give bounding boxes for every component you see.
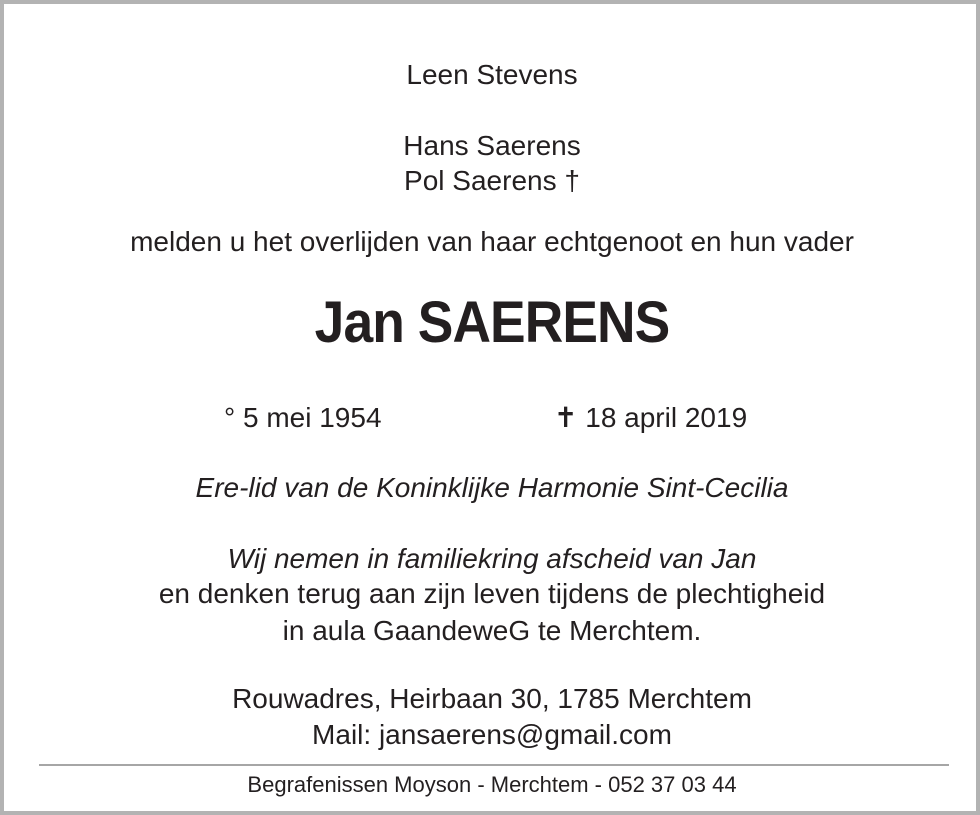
sender-leen-stevens: Leen Stevens — [406, 59, 578, 90]
sender-hans-saerens: Hans Saerens — [403, 130, 581, 161]
footer-divider — [39, 764, 949, 766]
farewell-line-2: en denken terug aan zijn leven tijdens de plechtigheid — [158, 578, 826, 609]
birth-date: ° 5 mei 1954 — [224, 402, 382, 433]
condolence-address: Rouwadres, Heirbaan 30, 1785 Merchtem — [232, 683, 752, 714]
announcement-text: melden u het overlijden van haar echtgenoot en hun vader — [130, 226, 854, 257]
honorary-membership: Ere-lid van de Koninklijke Harmonie Sint-Cecilia — [195, 472, 789, 503]
deceased-name: Jan SAERENS — [314, 290, 670, 355]
sender-pol-saerens: Pol Saerens † — [404, 165, 580, 196]
death-date: ✝ 18 april 2019 — [554, 402, 748, 433]
farewell-line-3: in aula GaandeweG te Merchtem. — [282, 615, 702, 646]
life-dates — [4, 401, 980, 435]
farewell-line-1: Wij nemen in familiekring afscheid van Jan — [227, 543, 757, 574]
funeral-home-footer: Begrafenissen Moyson - Merchtem - 052 37 03 44 — [247, 772, 737, 797]
condolence-mail: Mail: jansaerens@gmail.com — [312, 719, 672, 750]
